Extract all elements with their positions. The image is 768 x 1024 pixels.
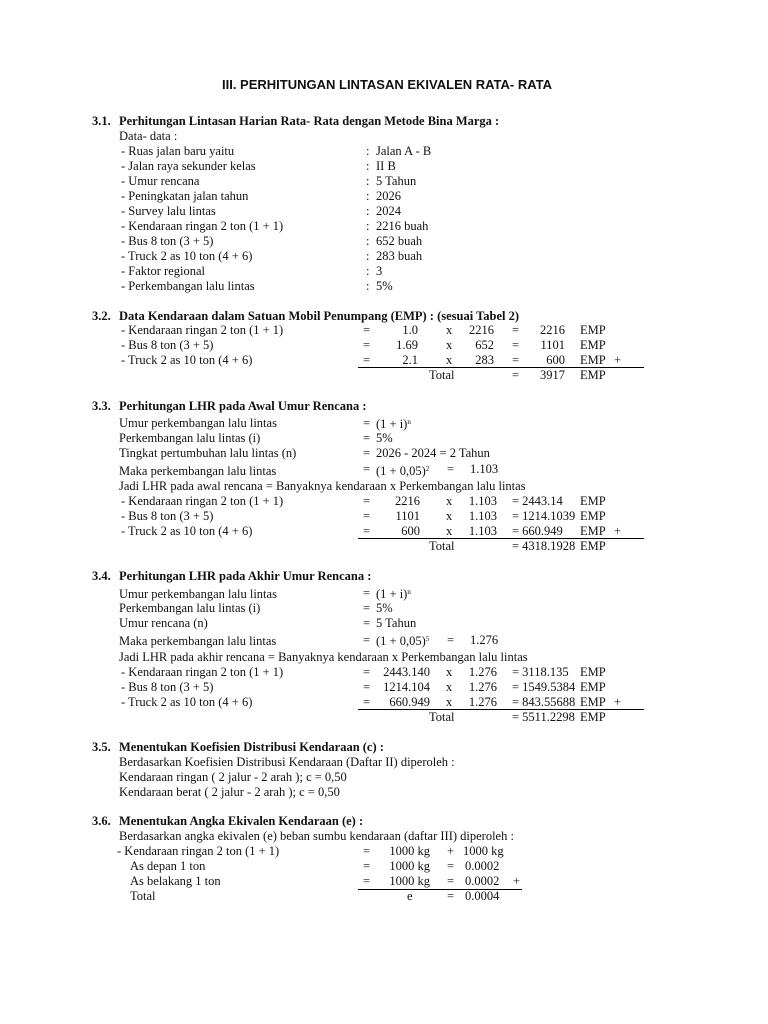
vehicle-label: - Kendaraan ringan 2 ton (1 + 1) <box>121 494 284 508</box>
result-unit: EMP <box>580 509 606 523</box>
section-3-3-total-unit: EMP <box>580 539 606 553</box>
factor-a: 2443.140 <box>383 665 430 679</box>
result-value: 1101 <box>540 338 565 352</box>
result-unit: EMP <box>580 494 606 508</box>
section-3-3-number: 3.3. <box>92 399 111 413</box>
section-3-4-n-label: Umur rencana (n) <box>119 616 208 630</box>
data-item-colon: : <box>366 144 370 158</box>
result-value: 2216 <box>540 323 565 337</box>
data-item-label: - Perkembangan lalu lintas <box>121 279 255 293</box>
vehicle-label: - Truck 2 as 10 ton (4 + 6) <box>121 695 253 709</box>
result-unit: EMP <box>580 695 606 709</box>
section-3-3-total-value: = 4318.1928 <box>512 539 576 553</box>
factor-b: 283 <box>475 353 494 367</box>
data-item-label: - Bus 8 ton (3 + 5) <box>121 234 214 248</box>
section-3-4-growth-equals: = <box>363 601 371 615</box>
section-3-3-formula-equals: = <box>363 416 371 430</box>
data-item-colon: : <box>366 279 370 293</box>
factor-b: 1.276 <box>468 665 497 679</box>
section-3-4-n-equals: = <box>363 616 371 630</box>
data-item-value: 283 buah <box>376 249 423 263</box>
equals-sign: = <box>363 695 371 709</box>
factor-b: 1.103 <box>468 494 497 508</box>
section-3-2-total-label: Total <box>429 368 455 382</box>
section-3-6-equals: = <box>447 889 455 903</box>
times-sign: x <box>446 695 453 709</box>
times-sign: x <box>446 680 453 694</box>
section-3-6-heading: Menentukan Angka Ekivalen Kendaraan (e) : <box>119 814 364 828</box>
result-unit: EMP <box>580 680 606 694</box>
section-3-2-heading: Data Kendaraan dalam Satuan Mobil Penumpang (EMP) : (sesuai Tabel 2) <box>119 309 520 323</box>
plus-sign: + <box>614 353 622 367</box>
result-unit: EMP <box>580 524 606 538</box>
section-3-4-heading: Perhitungan LHR pada Akhir Umur Rencana : <box>119 569 372 583</box>
factor-a: 600 <box>401 524 420 538</box>
data-item-colon: : <box>366 174 370 188</box>
equals-sign: = <box>363 494 371 508</box>
data-item-label: - Faktor regional <box>121 264 206 278</box>
factor-b: 1.276 <box>468 680 497 694</box>
equals-sign: = <box>363 353 371 367</box>
section-3-3-formula: $(1 + i)^n$ <box>376 417 411 431</box>
section-3-6-number: 3.6. <box>92 814 111 828</box>
section-3-1-heading: Perhitungan Lintasan Harian Rata- Rata dengan Metode Bina Marga : <box>119 114 500 128</box>
factor-a: 2.1 <box>402 353 418 367</box>
factor-a: 1.69 <box>396 338 418 352</box>
equals-sign: = <box>363 680 371 694</box>
data-item-colon: : <box>366 159 370 173</box>
section-3-4-factor-equals: = <box>363 633 371 647</box>
times-sign: x <box>446 353 453 367</box>
data-item-value: 652 buah <box>376 234 423 248</box>
section-3-3-jadi: Jadi LHR pada awal rencana = Banyaknya kendaraan x Perkembangan lalu lintas <box>119 479 526 493</box>
data-item-label: - Umur rencana <box>121 174 200 188</box>
result-value: = 2443.14 <box>512 494 563 508</box>
data-item-value: 2024 <box>376 204 401 218</box>
section-3-6-row-label: As depan 1 ton <box>130 859 206 873</box>
section-3-6-load: 1000 kg <box>389 874 430 888</box>
result-unit: EMP <box>580 665 606 679</box>
vehicle-label: - Bus 8 ton (3 + 5) <box>121 680 214 694</box>
vehicle-label: - Kendaraan ringan 2 ton (1 + 1) <box>121 323 284 337</box>
section-3-3-factor-equals: = <box>363 462 371 476</box>
section-3-6-factor: 0.0002 <box>465 874 500 888</box>
section-3-6-equals: = <box>447 859 455 873</box>
factor-b: 1.103 <box>468 509 497 523</box>
plus-sign: + <box>614 695 622 709</box>
section-3-5-heading: Menentukan Koefisien Distribusi Kendaraan (c) : <box>119 740 384 754</box>
section-3-3-formula-label: Umur perkembangan lalu lintas <box>119 416 277 430</box>
factor-a: 660.949 <box>389 695 430 709</box>
data-item-value: 5 Tahun <box>376 174 417 188</box>
data-item-colon: : <box>366 204 370 218</box>
factor-a: 1.0 <box>402 323 418 337</box>
result-value: = 843.55688 <box>512 695 576 709</box>
section-3-3-growth-label: Perkembangan lalu lintas (i) <box>119 431 261 445</box>
section-3-4-number: 3.4. <box>92 569 111 583</box>
data-item-value: Jalan A - B <box>376 144 432 158</box>
data-item-colon: : <box>366 189 370 203</box>
equals-sign: = <box>363 509 371 523</box>
result-value: = 1214.1039 <box>512 509 576 523</box>
section-3-6-plus: + <box>513 874 521 888</box>
factor-b: 1.276 <box>468 695 497 709</box>
times-sign: x <box>446 665 453 679</box>
section-3-6-row-label: - Kendaraan ringan 2 ton (1 + 1) <box>117 844 280 858</box>
times-sign: x <box>446 323 453 337</box>
section-3-3-factor-result: 1.103 <box>470 462 499 476</box>
section-3-6-load: 1000 kg <box>463 844 504 858</box>
factor-a: 2216 <box>395 494 420 508</box>
data-item-value: 5% <box>376 279 393 293</box>
data-item-label: - Kendaraan ringan 2 ton (1 + 1) <box>121 219 284 233</box>
section-3-4-formula-label: Umur perkembangan lalu lintas <box>119 587 277 601</box>
section-3-2-total-equals: = <box>512 368 520 382</box>
section-3-4-factor-formula: $(1 + 0,05)^5$ <box>376 634 430 648</box>
section-3-4-growth-label: Perkembangan lalu lintas (i) <box>119 601 261 615</box>
section-3-4-formula-equals: = <box>363 586 371 600</box>
data-item-value: 3 <box>376 264 383 278</box>
result-value: = 1549.5384 <box>512 680 576 694</box>
factor-b: 652 <box>475 338 494 352</box>
section-3-4-total-value: = 5511.2298 <box>512 710 575 724</box>
vehicle-label: - Bus 8 ton (3 + 5) <box>121 509 214 523</box>
section-3-4-growth-value: 5% <box>376 601 393 615</box>
factor-a: 1214.104 <box>383 680 430 694</box>
section-3-3-factor-formula: $(1 + 0,05)^2$ <box>376 464 430 478</box>
data-item-label: - Peningkatan jalan tahun <box>121 189 249 203</box>
section-3-6-total-label: Total <box>130 889 156 903</box>
section-3-4-formula: $(1 + i)^n$ <box>376 587 411 601</box>
section-3-6-load: 1000 kg <box>389 859 430 873</box>
times-sign: x <box>446 494 453 508</box>
data-item-label: - Jalan raya sekunder kelas <box>121 159 256 173</box>
section-3-4-factor-equals-2: = <box>447 633 455 647</box>
section-3-3-heading: Perhitungan LHR pada Awal Umur Rencana : <box>119 399 367 413</box>
result-unit: EMP <box>580 338 606 352</box>
section-3-4-n-value: 5 Tahun <box>376 616 417 630</box>
factor-b: 1.103 <box>468 524 497 538</box>
equals-sign: = <box>363 323 371 337</box>
section-3-6-equals: = <box>363 874 371 888</box>
section-3-3-total-label: Total <box>429 539 455 553</box>
data-item-label: - Ruas jalan baru yaitu <box>121 144 235 158</box>
section-3-3-growth-equals: = <box>363 431 371 445</box>
factor-a: 1101 <box>395 509 420 523</box>
section-3-4-jadi: Jadi LHR pada akhir rencana = Banyaknya kendaraan x Perkembangan lalu lintas <box>119 650 528 664</box>
data-item-colon: : <box>366 234 370 248</box>
plus-sign: + <box>614 524 622 538</box>
equals-sign: = <box>512 353 520 367</box>
page-title: III. PERHITUNGAN LINTASAN EKIVALEN RATA- RATA <box>222 77 553 92</box>
section-3-3-factor-label: Maka perkembangan lalu lintas <box>119 464 277 478</box>
result-value: = 660.949 <box>512 524 563 538</box>
section-3-6-row-label: As belakang 1 ton <box>130 874 221 888</box>
data-item-colon: : <box>366 249 370 263</box>
section-3-5-line: Berdasarkan Koefisien Distribusi Kendaraan (Daftar II) diperoleh : <box>119 755 455 769</box>
data-item-label: - Survey lalu lintas <box>121 204 216 218</box>
section-3-6-operator: + <box>447 844 455 858</box>
section-3-5-number: 3.5. <box>92 740 111 754</box>
section-3-1-intro: Data- data : <box>119 129 178 143</box>
times-sign: x <box>446 509 453 523</box>
section-3-4-factor-label: Maka perkembangan lalu lintas <box>119 634 277 648</box>
section-3-4-total-unit: EMP <box>580 710 606 724</box>
vehicle-label: - Truck 2 as 10 ton (4 + 6) <box>121 524 253 538</box>
result-value: 600 <box>546 353 565 367</box>
section-3-6-load: 1000 kg <box>389 844 430 858</box>
section-3-6-equals: = <box>363 844 371 858</box>
section-3-5-line: Kendaraan berat ( 2 jalur - 2 arah ); c = 0,50 <box>119 785 340 799</box>
section-3-3-factor-equals-2: = <box>447 462 455 476</box>
equals-sign: = <box>512 323 520 337</box>
vehicle-label: - Truck 2 as 10 ton (4 + 6) <box>121 353 253 367</box>
data-item-value: II B <box>376 159 396 173</box>
data-item-value: 2216 buah <box>376 219 429 233</box>
result-unit: EMP <box>580 353 606 367</box>
section-3-4-total-label: Total <box>429 710 455 724</box>
section-3-5-line: Kendaraan ringan ( 2 jalur - 2 arah ); c = 0,50 <box>119 770 347 784</box>
equals-sign: = <box>363 665 371 679</box>
result-value: = 3118.135 <box>512 665 569 679</box>
section-3-6-total-symbol: e <box>407 889 413 903</box>
section-3-3-n-value: 2026 - 2024 = 2 Tahun <box>376 446 490 460</box>
section-3-6-equals: = <box>363 859 371 873</box>
section-3-2-number: 3.2. <box>92 309 111 323</box>
section-3-6-equals: = <box>447 874 455 888</box>
equals-sign: = <box>512 338 520 352</box>
equals-sign: = <box>363 338 371 352</box>
section-3-6-total-value: 0.0004 <box>465 889 500 903</box>
section-3-4-factor-result: 1.276 <box>470 633 499 647</box>
vehicle-label: - Kendaraan ringan 2 ton (1 + 1) <box>121 665 284 679</box>
data-item-colon: : <box>366 219 370 233</box>
section-3-2-total-unit: EMP <box>580 368 606 382</box>
section-3-3-n-label: Tingkat pertumbuhan lalu lintas (n) <box>119 446 297 460</box>
data-item-label: - Truck 2 as 10 ton (4 + 6) <box>121 249 253 263</box>
section-3-3-n-equals: = <box>363 446 371 460</box>
section-3-2-total-value: 3917 <box>540 368 565 382</box>
section-3-6-factor: 0.0002 <box>465 859 500 873</box>
data-item-value: 2026 <box>376 189 401 203</box>
factor-b: 2216 <box>469 323 494 337</box>
times-sign: x <box>446 338 453 352</box>
result-unit: EMP <box>580 323 606 337</box>
section-3-3-growth-value: 5% <box>376 431 393 445</box>
section-3-6-intro: Berdasarkan angka ekivalen (e) beban sumbu kendaraan (daftar III) diperoleh : <box>119 829 514 843</box>
section-3-1-number: 3.1. <box>92 114 111 128</box>
data-item-colon: : <box>366 264 370 278</box>
times-sign: x <box>446 524 453 538</box>
vehicle-label: - Bus 8 ton (3 + 5) <box>121 338 214 352</box>
equals-sign: = <box>363 524 371 538</box>
